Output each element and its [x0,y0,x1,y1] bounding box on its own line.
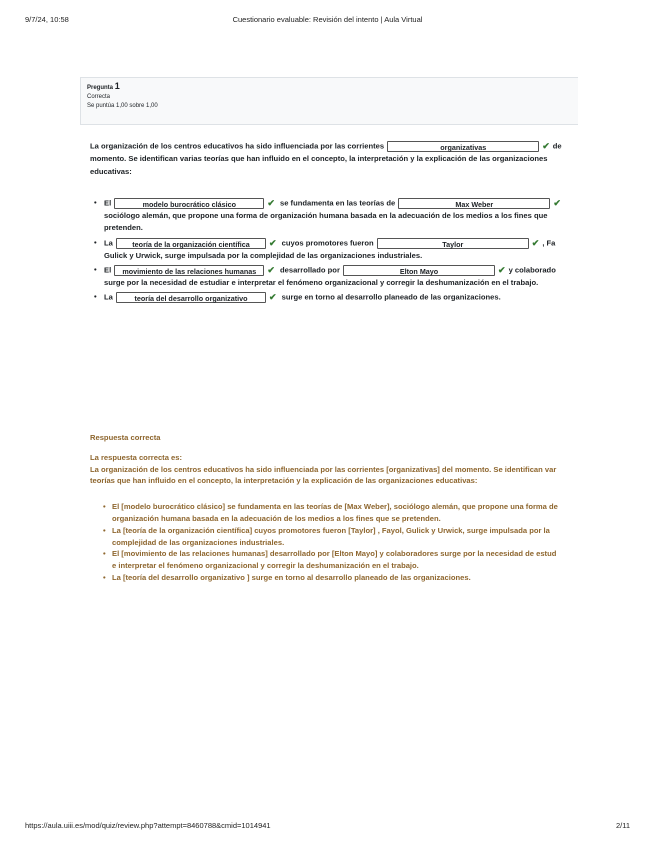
item-text: La [104,292,113,302]
feedback-item-text: • La [teoría del desarrollo organizativo ] surge en torno al desarrollo planeado de las organizaciones. [112,572,471,582]
prompt-text: educativas: [90,167,132,176]
check-icon: ✔ [542,141,550,151]
feedback-item [112,525,578,549]
print-header [25,15,630,27]
answer-select[interactable]: teoría de la organización científica [116,238,266,249]
answer-select[interactable]: movimiento de las relaciones humanas [114,265,264,276]
feedback-label: La respuesta correcta es: [90,452,183,462]
prompt-text: de [552,141,562,151]
check-icon: ✔ [267,198,275,208]
feedback-text: La organización de los centros educativos ha sido influenciada por las corrientes [organizativas] del momento. Se identifican var [90,464,557,474]
feedback-item-text: organización humana basada en la adecuación de los medios a los fines que se pretenden. [112,513,441,523]
item-text: sociólogo alemán, que propone una forma de organización humana basada en la adecuación de los medios a los fines que [104,210,548,220]
answer-select[interactable]: Max Weber [398,198,550,209]
feedback-list [90,501,578,584]
question-score: Se puntúa 1,00 sobre 1,00 [87,103,158,109]
check-icon: ✔ [269,237,277,248]
item-text: , Fa [542,238,556,247]
question-text [90,140,578,306]
feedback-item-text: complejidad de las organizaciones industriales. [112,537,285,547]
feedback-item [112,572,578,584]
item-text: El [104,198,112,208]
question-label: Pregunta [87,85,114,91]
feedback-item-text: • La [teoría de la organización científica] cuyos promotores fueron [Taylor] , Fayol, Gulick y Urwick, surge impulsada por la [112,525,550,535]
print-url: https://aula.uiii.es/mod/quiz/review.php?attempt=8460788&cmid=1014941 [25,821,271,830]
item-text: desarrollado por [279,265,340,275]
print-title: Cuestionario evaluable: Revisión del intento | Aula Virtual [232,15,423,24]
question-info [80,77,578,125]
question-number-value: 1 [114,81,120,91]
check-icon: ✔ [269,292,277,303]
page-number: 2/11 [615,821,630,830]
answer-select[interactable]: Taylor [377,238,529,249]
feedback [90,432,578,584]
print-footer [25,821,630,833]
prompt-text: La organización de los centros educativos ha sido influenciada por las corrientes [90,141,385,151]
prompt-text: momento. Se identifican varias teorías que han influido en el concepto, la interpretación y la explicación de las organizaciones [90,154,548,163]
item-text: pretenden. [104,223,143,233]
answer-select-organizativas[interactable]: organizativas [387,141,539,152]
item-text: surge en torno al desarrollo planeado de las organizaciones. [281,292,501,302]
item-text: El [104,265,112,275]
feedback-item-text: • El [modelo burocrático clásico] se fundamenta en las teorías de [Max Weber], sociólogo alemán, que propone una forma de [112,502,558,512]
feedback-result: Respuesta correcta [90,433,161,442]
item-text: y colaborado [508,265,556,275]
answer-select[interactable]: teoría del desarrollo organizativo [116,292,266,303]
feedback-item [112,501,578,525]
item-text: surge por la necesidad de estudiar e interpretar el fenómeno organizacional y corregir la deshumanización en el trabajo. [104,277,539,287]
feedback-item [112,548,578,572]
feedback-item-text: e interpretar el fenómeno organizacional y corregir la deshumanización en el trabajo. [112,561,419,571]
list-item [104,291,578,304]
theories-list [90,197,578,304]
check-icon: ✔ [553,198,561,208]
check-icon: ✔ [498,265,506,275]
list-item [104,197,578,235]
check-icon: ✔ [531,237,540,248]
question-number [87,82,572,93]
check-icon: ✔ [267,265,275,275]
answer-select[interactable]: Elton Mayo [343,265,495,276]
feedback-text: teorías que han influido en el concepto, la interpretación y la explicación de las organizaciones educativas: [90,476,478,486]
list-item [104,264,578,289]
item-text: La [104,238,113,247]
print-date: 9/7/24, 10:58 [25,15,69,24]
list-item [104,237,578,262]
item-text: se fundamenta en las teorías de [279,198,396,208]
question-status: Correcta [87,94,111,100]
feedback-item-text: • El [movimiento de las relaciones humanas] desarrollado por [Elton Mayo] y colaboradores surge por la necesidad de estud [112,549,557,559]
answer-select[interactable]: modelo burocrático clásico [114,198,264,209]
item-text: Gulick y Urwick, surge impulsada por la complejidad de las organizaciones industriales. [104,250,423,260]
item-text: cuyos promotores fueron [281,238,374,247]
